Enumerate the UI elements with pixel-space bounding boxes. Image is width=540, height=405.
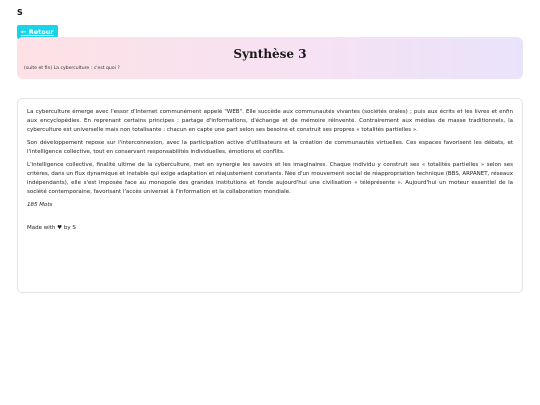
back-button[interactable]: ← Retour: [17, 25, 58, 39]
footer-by: by S: [63, 225, 76, 231]
hero-banner: [17, 37, 523, 79]
paragraph-2: Son développement repose sur l'interconnexion, avec la participation active d'utilisateurs et la création de communautés virtuelles. Ces espaces favorisent les débats, et l'intelligence collective, tout en conservant responsabilités individuelles, émotions et conflits.: [27, 140, 513, 155]
content-card: [17, 98, 523, 293]
page-subtitle: (suite et fin) La cyberculture : c'est quoi ?: [24, 66, 120, 71]
page-title: Synthèse 3: [233, 47, 307, 61]
site-brand: S: [17, 8, 23, 17]
footer-made-with: Made with: [27, 225, 56, 231]
paragraph-3: L'intelligence collective, finalité ultime de la cyberculture, met en synergie les savoirs et les imaginaires. Chaque individu y construit ses « totalités partielles » selon ses critères, dans un flux dynamique et instable qui exige adaptation et réajustement constants. Née d'un mouvement social de réappropriation technique (BBS, ARPANET, réseaux indépendants), elle s'est imposée face au monopole des grandes institutions et fonde aujourd'hui une civilisation « téléprésente ». Aujourd'hui un moteur essentiel de la société contemporaine, favorisant l'accès universel à l'information et la collaboration mondiale.: [27, 162, 513, 195]
word-count: 185 Mots: [27, 202, 53, 208]
footer-credit: [27, 224, 513, 233]
paragraph-1: La cyberculture émerge avec l'essor d'Internet communément appelé "WEB". Elle succède aux communautés vivantes (sociétés orales) ; puis aux écrits et les livres et enfin aux encyclopédies. En reprenant certains principes : partage d'informations, d'échange et de mémoire réinventé. Contrairement aux médias de masse traditionnels, la cyberculture est universelle mais non totalisante : chacun en capte une part selon ses besoins et construit ses propres « totalités partielles ».: [27, 109, 513, 133]
heart-icon: ♥: [57, 225, 63, 231]
